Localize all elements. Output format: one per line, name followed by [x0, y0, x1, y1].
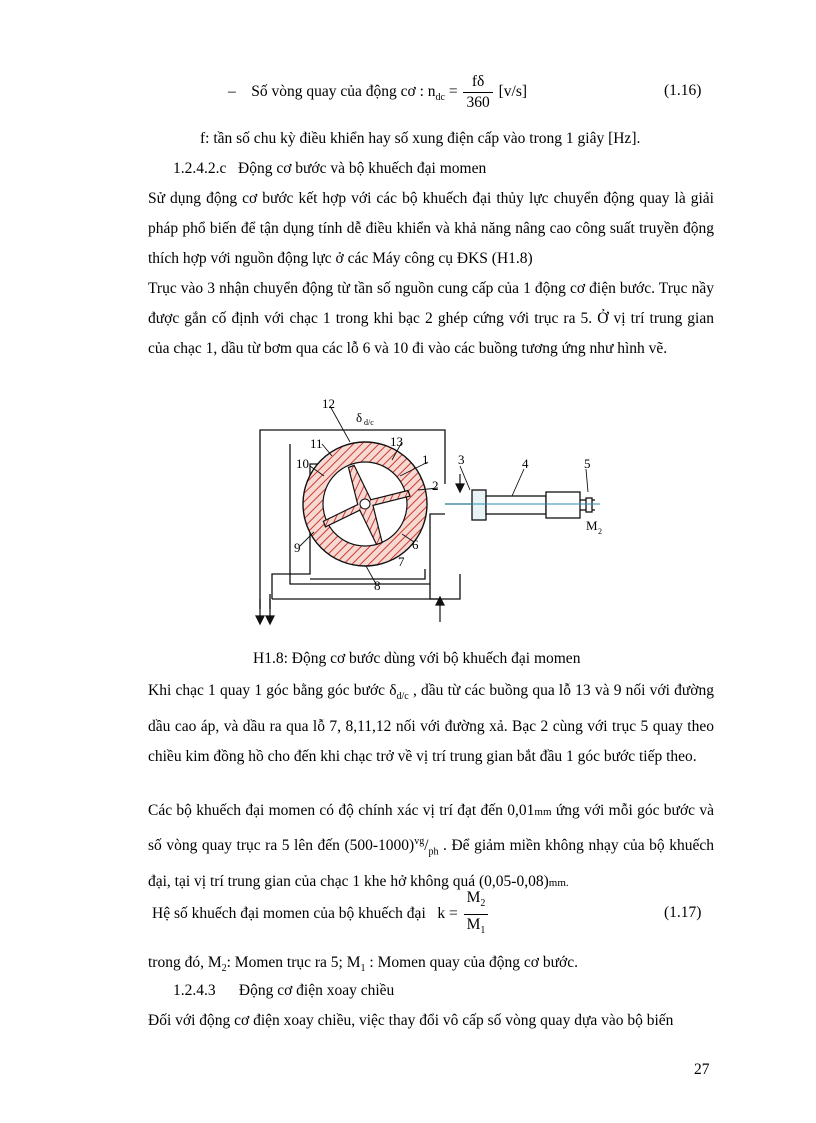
- section-number: 1.2.4.3: [173, 982, 216, 999]
- label-m: M: [586, 518, 598, 533]
- num-m: M: [466, 889, 481, 906]
- where-c: : Momen quay của động cơ bước.: [365, 954, 578, 971]
- equation-number: (1.17): [664, 904, 702, 921]
- where-s2: 1: [360, 963, 366, 975]
- section-heading-1-2-4-2-c: [173, 154, 486, 184]
- label-6: 6: [412, 537, 419, 552]
- label-11: 11: [310, 436, 323, 451]
- den-m: M: [466, 916, 481, 934]
- label-12: 12: [322, 396, 335, 411]
- symbol-n: n: [427, 83, 436, 100]
- equals-sign: =: [448, 83, 458, 100]
- where-a: trong đó, M: [148, 954, 222, 971]
- equation-label: Hệ số khuếch đại momen của bộ khuếch đại: [152, 905, 426, 923]
- p4-mm1: mm: [534, 806, 552, 818]
- num-sub: 2: [480, 898, 486, 910]
- section-heading-1-2-4-3: [173, 976, 394, 1006]
- bullet-dash: –: [228, 83, 236, 100]
- fraction-denominator: [464, 915, 489, 941]
- p4-text-a: Các bộ khuếch đại momen có độ chính xác vị trí đạt đến 0,01: [148, 802, 535, 819]
- p4-sup: vg: [414, 836, 425, 847]
- p4-mm2: mm.: [548, 877, 569, 890]
- label-m-sub: 2: [598, 527, 602, 536]
- p4-text-c: . Để giảm miền không nhạy của bộ khuếch đại, tại vị trí trung gian của chạc 1 khe hở không quá (0,05-0,08): [148, 837, 714, 891]
- label-delta: δ: [356, 410, 363, 425]
- symbol-k: k: [437, 905, 446, 923]
- paragraph-4: [148, 796, 714, 898]
- unit: [v/s]: [498, 83, 528, 100]
- label-7: 7: [398, 554, 405, 569]
- fraction-numerator: fδ: [463, 72, 492, 93]
- p4-sub: ph: [428, 846, 439, 858]
- equals-sign: =: [449, 905, 458, 923]
- section-number: 1.2.4.2.c: [173, 160, 227, 177]
- label-10: 10: [296, 456, 309, 471]
- label-13: 13: [390, 434, 403, 449]
- paragraph-5: Đối với động cơ điện xoay chiều, việc thay đổi vô cấp số vòng quay dựa vào bộ biến: [148, 1012, 674, 1029]
- shaft-center: [360, 499, 370, 509]
- den-sub: 1: [480, 925, 486, 937]
- p3-text-a: Khi chạc 1 quay 1 góc bằng góc bước δ: [148, 682, 397, 699]
- fraction-denominator: 360: [466, 93, 490, 111]
- p4-slash: /: [424, 837, 429, 855]
- figure-h1-8: [250, 394, 620, 634]
- figure-caption: H1.8: Động cơ bước dùng với bộ khuếch đại momen: [253, 650, 581, 667]
- f-definition: f: tần số chu kỳ điều khiển hay số xung điện cấp vào trong 1 giây [Hz].: [200, 130, 641, 147]
- fraction-numerator: [464, 888, 489, 915]
- label-delta-sub: d/c: [364, 418, 374, 427]
- page-number: 27: [694, 1061, 710, 1078]
- paragraph-3: [148, 676, 714, 772]
- where-b: : Momen trục ra 5; M: [226, 954, 361, 971]
- equation-1-16: [228, 70, 527, 114]
- equation-label: Số vòng quay của động cơ :: [251, 83, 424, 100]
- p3-text-b: , dầu từ các buồng qua lỗ 13 và 9 nối với đường dầu cao áp, và dầu ra qua lỗ 7, 8,11,12 nối với đường xả. Bạc 2 cùng với trục 5 quay theo chiều kim đồng hồ cho đến khi chạc trở về vị trí trung gian bắt đầu 1 góc bước tiếp theo.: [148, 682, 714, 766]
- label-4: 4: [522, 456, 529, 471]
- label-1: 1: [422, 452, 429, 467]
- fraction: [463, 72, 492, 113]
- p3-sub: d/c: [396, 691, 409, 703]
- paragraph-2: Trục vào 3 nhận chuyển động từ tần số nguồn cung cấp của 1 động cơ điện bước. Trục nầy được gắn cố định với chạc 1 trong khi bạc 2 ghép cứng với trục ra 5. Ở vị trí trung gian của chạc 1, dầu từ bơm qua các lỗ 6 và 10 đi vào các buồng tương ứng như hình vẽ.: [148, 280, 714, 357]
- section-title: Động cơ điện xoay chiều: [238, 982, 395, 999]
- symbol-n-sub: dc: [435, 92, 445, 104]
- label-9: 9: [294, 540, 301, 555]
- label-8: 8: [374, 578, 381, 593]
- equation-1-17: [152, 888, 490, 938]
- label-5: 5: [584, 456, 591, 471]
- where-s1: 2: [221, 963, 227, 975]
- fraction: [464, 888, 489, 941]
- label-3: 3: [458, 452, 465, 467]
- p4-text-b: ứng với mỗi góc bước và số vòng quay trục ra 5 lên đến (500-1000): [148, 802, 714, 855]
- section-title: Động cơ bước và bộ khuếch đại momen: [238, 160, 487, 177]
- equation-number: (1.16): [664, 82, 702, 99]
- output-shaft: [445, 490, 600, 520]
- paragraph-1: Sử dụng động cơ bước kết hợp với các bộ khuếch đại thủy lực chuyển động quay là giải pháp phổ biến để tận dụng tính dễ điều khiển và khả năng nâng cao công suất truyền động thích hợp với nguồn động lực ở các Máy công cụ ĐKS (H1.8): [148, 190, 714, 267]
- label-2: 2: [432, 478, 439, 493]
